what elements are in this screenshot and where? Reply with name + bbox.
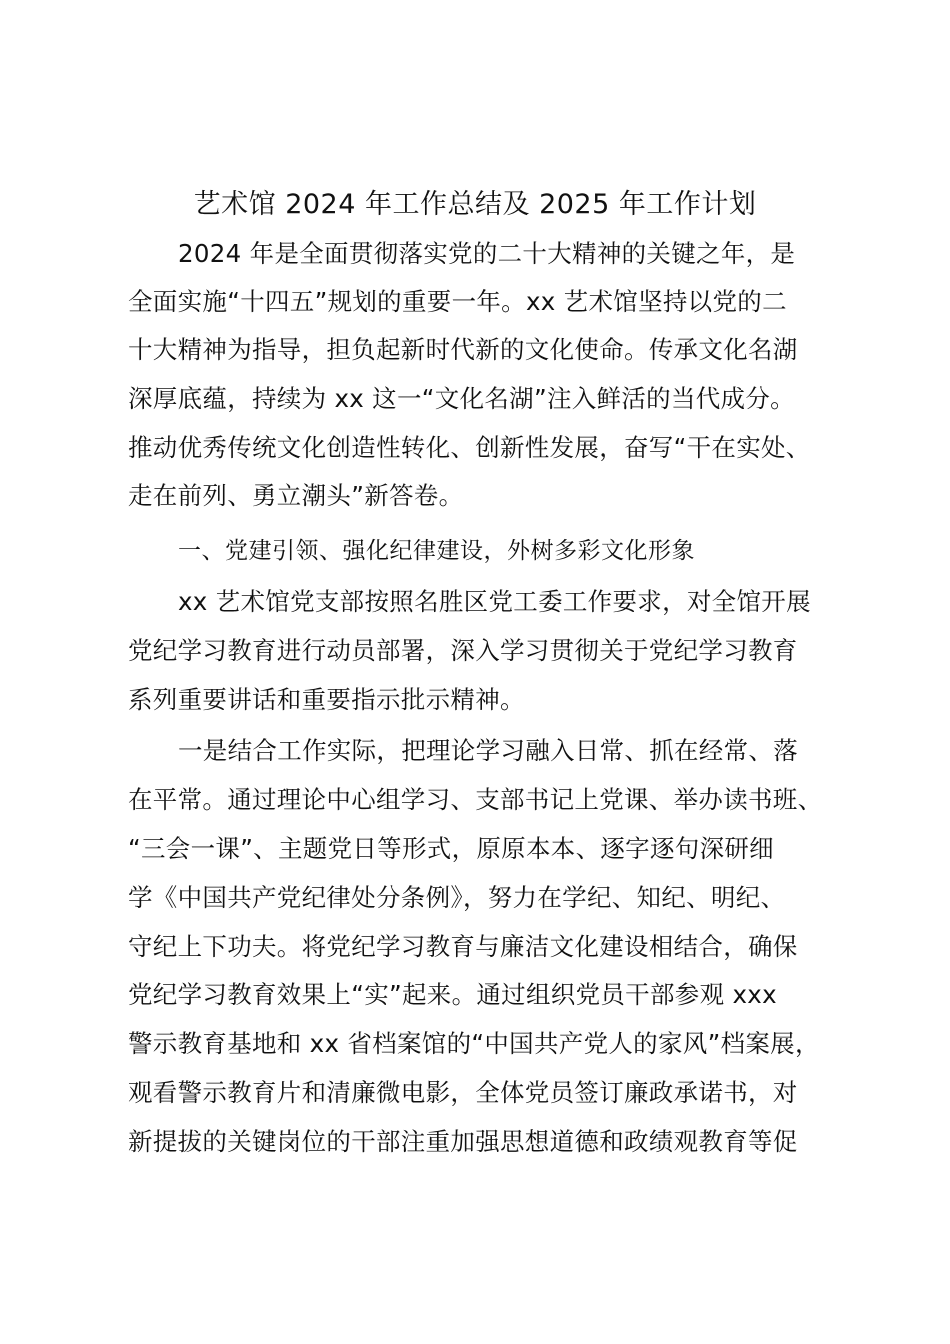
paragraph-line: 观看警示教育片和清廉微电影，全体党员签订廉政承诺书，对 xyxy=(128,1078,798,1107)
paragraph-line: xx 艺术馆党支部按照名胜区党工委工作要求，对全馆开展 xyxy=(178,587,811,616)
paragraph-line: “三会一课”、主题党日等形式，原原本本、逐字逐句深研细 xyxy=(128,834,774,863)
paragraph-line: 2024 年是全面贯彻落实党的二十大精神的关键之年，是 xyxy=(178,239,796,268)
paragraph-line: 一是结合工作实际，把理论学习融入日常、抓在经常、落 xyxy=(178,736,798,765)
section-heading: 一、党建引领、强化纪律建设，外树多彩文化形象 xyxy=(178,538,695,564)
paragraph-line: 十大精神为指导，担负起新时代新的文化使命。传承文化名湖 xyxy=(128,335,798,364)
paragraph-line: 在平常。通过理论中心组学习、支部书记上党课、举办读书班、 xyxy=(128,785,823,814)
paragraph-line: 学《中国共产党纪律处分条例》，努力在学纪、知纪、明纪、 xyxy=(128,883,786,912)
paragraph-line: 推动优秀传统文化创造性转化、创新性发展，奋写“干在实处、 xyxy=(128,433,811,462)
document-title: 艺术馆 2024 年工作总结及 2025 年工作计划 xyxy=(193,189,757,220)
paragraph-line: 守纪上下功夫。将党纪学习教育与廉洁文化建设相结合，确保 xyxy=(128,932,798,961)
paragraph-line: 深厚底蕴，持续为 xx 这一“文化名湖”注入鲜活的当代成分。 xyxy=(128,384,795,413)
paragraph-line: 警示教育基地和 xx 省档案馆的“中国共产党人的家风”档案展， xyxy=(128,1029,820,1058)
paragraph-line: 党纪学习教育效果上“实”起来。通过组织党员干部参观 xxx xyxy=(128,980,777,1009)
paragraph-line: 新提拔的关键岗位的干部注重加强思想道德和政绩观教育等促 xyxy=(128,1127,798,1156)
paragraph-line: 系列重要讲话和重要指示批示精神。 xyxy=(128,685,525,714)
paragraph-line: 走在前列、勇立潮头”新答卷。 xyxy=(128,481,464,510)
paragraph-line: 全面实施“十四五”规划的重要一年。xx 艺术馆坚持以党的二 xyxy=(128,287,787,316)
paragraph-line: 党纪学习教育进行动员部署，深入学习贯彻关于党纪学习教育 xyxy=(128,636,798,665)
